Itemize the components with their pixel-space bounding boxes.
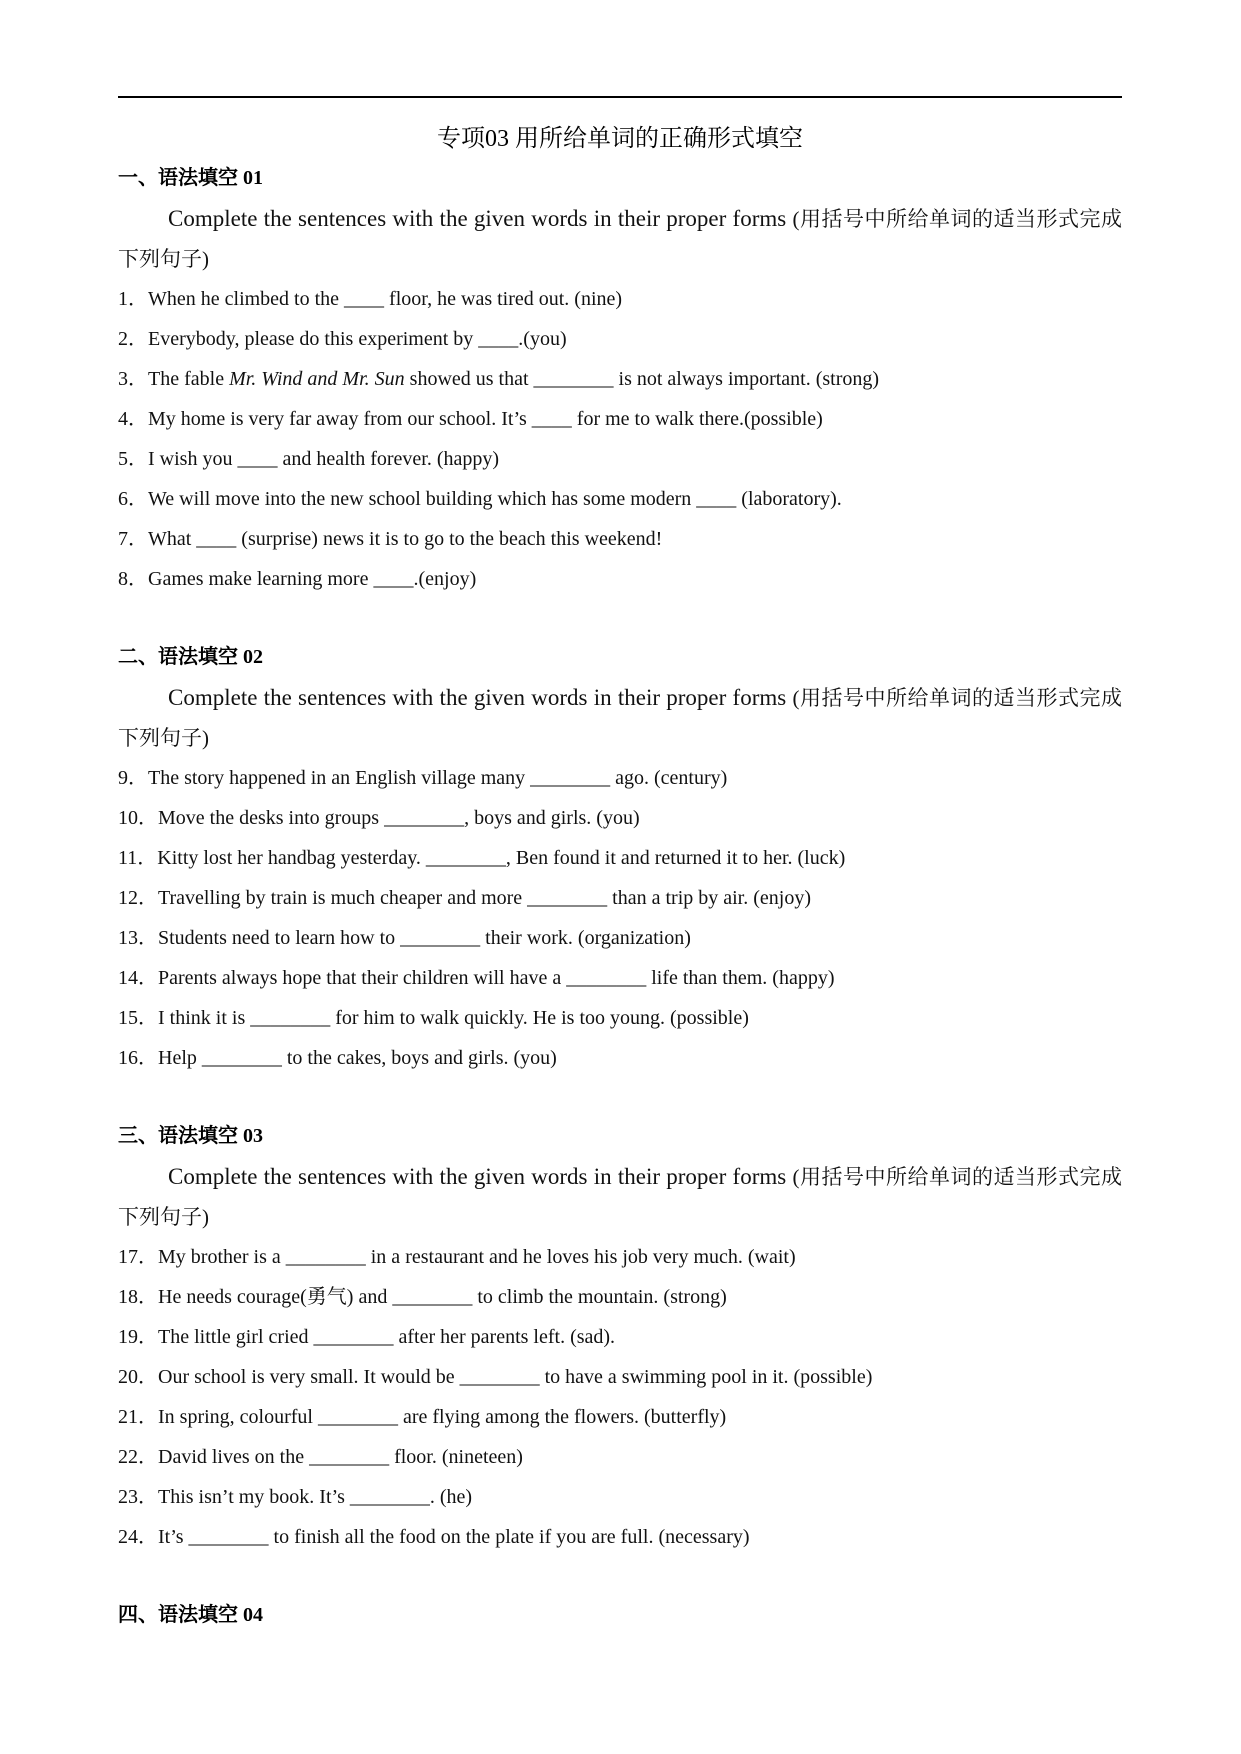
section-heading-01: 一、语法填空 01 [118, 167, 263, 189]
question-8: 8．Games make learning more ____.(enjoy) [118, 568, 477, 590]
question-6: 6．We will move into the new school building which has some modern ____ (laboratory). [118, 488, 842, 510]
section-instruction-02 [118, 678, 1122, 758]
header-rule [118, 96, 1122, 98]
question-1: 1．When he climbed to the ____ floor, he was tired out. (nine) [118, 288, 623, 310]
question-5: 5．I wish you ____ and health forever. (happy) [118, 448, 500, 470]
question-17: 17．My brother is a ________ in a restaurant and he loves his job very much. (wait) [118, 1246, 796, 1268]
instruction-en: Complete the sentences with the given words in their proper forms [168, 206, 787, 231]
question-16: 16．Help ________ to the cakes, boys and girls. (you) [118, 1047, 557, 1069]
question-10: 10．Move the desks into groups ________, boys and girls. (you) [118, 807, 640, 829]
question-15: 15．I think it is ________ for him to walk quickly. He is too young. (possible) [118, 1007, 749, 1029]
instruction-en: Complete the sentences with the given words in their proper forms [168, 1164, 787, 1189]
question-21: 21．In spring, colourful ________ are flying among the flowers. (butterfly) [118, 1406, 727, 1428]
instruction-en: Complete the sentences with the given words in their proper forms [168, 685, 787, 710]
instruction-cn: (用括号中所给单词的适当形式完成下列句子) [118, 1165, 1123, 1229]
question-2: 2．Everybody, please do this experiment by ____.(you) [118, 328, 567, 350]
question-11: 11．Kitty lost her handbag yesterday. ________, Ben found it and returned it to her. (luck) [118, 847, 846, 869]
question-13: 13．Students need to learn how to ________ their work. (organization) [118, 927, 691, 949]
section-instruction-01 [118, 199, 1122, 279]
section-heading-03: 三、语法填空 03 [118, 1125, 263, 1147]
section-heading-04: 四、语法填空 04 [118, 1604, 263, 1626]
question-7: 7．What ____ (surprise) news it is to go to the beach this weekend! [118, 528, 663, 550]
question-12: 12．Travelling by train is much cheaper and more ________ than a trip by air. (enjoy) [118, 887, 811, 909]
question-18: 18．He needs courage(勇气) and ________ to climb the mountain. (strong) [118, 1286, 727, 1308]
question-4: 4．My home is very far away from our school. It’s ____ for me to walk there.(possible) [118, 408, 823, 430]
question-22: 22．David lives on the ________ floor. (nineteen) [118, 1446, 523, 1468]
question-24: 24．It’s ________ to finish all the food on the plate if you are full. (necessary) [118, 1526, 750, 1548]
instruction-cn: (用括号中所给单词的适当形式完成下列句子) [118, 686, 1123, 750]
section-instruction-03 [118, 1157, 1122, 1237]
section-heading-02: 二、语法填空 02 [118, 646, 263, 668]
question-3: 3．The fable Mr. Wind and Mr. Sun showed us that ________ is not always important. (strong) [118, 368, 880, 390]
question-9: 9．The story happened in an English village many ________ ago. (century) [118, 767, 728, 789]
question-20: 20．Our school is very small. It would be ________ to have a swimming pool in it. (possible) [118, 1366, 873, 1388]
question-19: 19．The little girl cried ________ after her parents left. (sad). [118, 1326, 616, 1348]
page-title: 专项03 用所给单词的正确形式填空 [437, 126, 803, 152]
question-14: 14．Parents always hope that their children will have a ________ life than them. (happy) [118, 967, 835, 989]
instruction-cn: (用括号中所给单词的适当形式完成下列句子) [118, 207, 1123, 271]
question-23: 23．This isn’t my book. It’s ________. (he) [118, 1486, 473, 1508]
fable-title: Mr. Wind and Mr. Sun [229, 368, 405, 390]
